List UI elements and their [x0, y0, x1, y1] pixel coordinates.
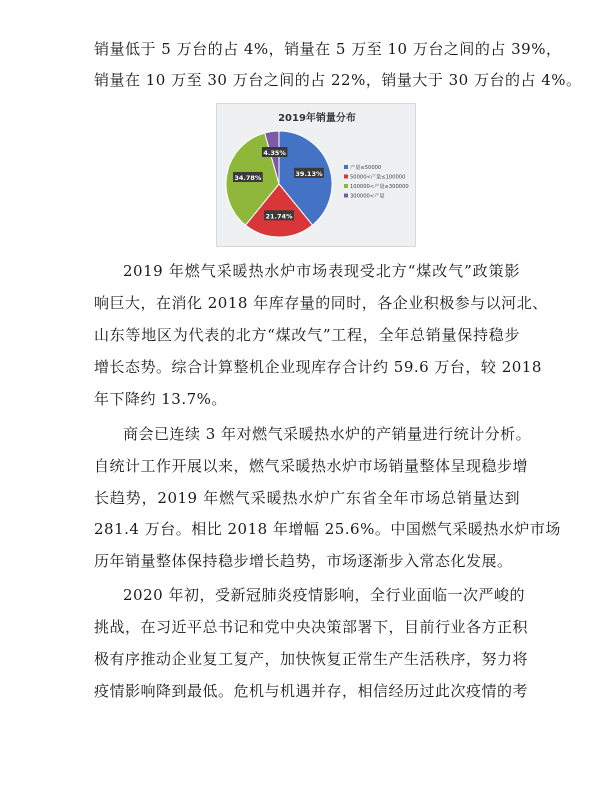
pie-chart-svg — [217, 104, 417, 248]
legend-entry — [344, 192, 385, 200]
svg-text:300000<产量: 300000<产量 — [350, 193, 385, 200]
text-line: 销量在 10 万至 30 万台之间的占 22%，销量大于 30 万台的占 4%。 — [94, 71, 582, 89]
text-line: 响巨大，在消化 2018 年库存量的同时，各企业积极参与以河北、 — [94, 294, 548, 312]
text-line: 疫情影响降到最低。危机与机遇并存，相信经历过此次疫情的考 — [94, 682, 529, 700]
slice-data-label — [294, 168, 324, 178]
text-line: 2020 年初，受新冠肺炎疫情影响，全行业面临一次严峻的 — [123, 586, 525, 604]
text-line: 281.4 万台。相比 2018 年增幅 25.6%。中国燃气采暖热水炉市场 — [94, 520, 561, 538]
slice-data-label — [233, 172, 263, 182]
legend-entry — [344, 163, 381, 171]
text-line: 长趋势，2019 年燃气采暖热水炉广东省全年市场总销量达到 — [94, 489, 520, 507]
slice-data-label — [262, 147, 288, 157]
chart-title: 2019年销量分布 — [278, 113, 356, 124]
svg-text:21.74%: 21.74% — [265, 212, 293, 221]
svg-text:34.78%: 34.78% — [234, 174, 262, 183]
legend-entry — [344, 182, 409, 190]
text-line: 销量低于 5 万台的占 4%，销量在 5 万至 10 万台之间的占 39%， — [94, 40, 562, 58]
svg-text:产量≤50000: 产量≤50000 — [350, 165, 382, 171]
text-line: 历年销量整体保持稳步增长趋势，市场逐渐步入常态化发展。 — [94, 552, 513, 570]
text-line: 增长态势。综合计算整机企业现库存合计约 59.6 万台，较 2018 — [94, 358, 542, 376]
svg-text:39.13%: 39.13% — [295, 169, 323, 178]
text-line: 2019 年燃气采暖热水炉市场表现受北方“煤改气”政策影 — [123, 262, 520, 280]
svg-text:4.35%: 4.35% — [263, 149, 286, 157]
legend-entry — [344, 173, 405, 181]
text-line: 极有序推动企业复工复产，加快恢复正常生产生活秩序，努力将 — [94, 650, 529, 668]
svg-text:50000<产量≤100000: 50000<产量≤100000 — [350, 174, 406, 181]
text-line: 挑战，在习近平总书记和党中央决策部署下，目前行业各方正积 — [94, 618, 529, 636]
slice-data-label — [264, 210, 294, 220]
text-line: 自统计工作开展以来，燃气采暖热水炉市场销量整体呈现稳步增 — [94, 457, 529, 475]
pie-chart — [216, 103, 416, 247]
text-line: 山东等地区为代表的北方“煤改气”工程，全年总销量保持稳步 — [94, 326, 520, 344]
text-line: 年下降约 13.7%。 — [94, 390, 227, 408]
svg-text:100000<产量≤300000: 100000<产量≤300000 — [350, 184, 409, 190]
text-line: 商会已连续 3 年对燃气采暖热水炉的产销量进行统计分析。 — [123, 425, 532, 443]
